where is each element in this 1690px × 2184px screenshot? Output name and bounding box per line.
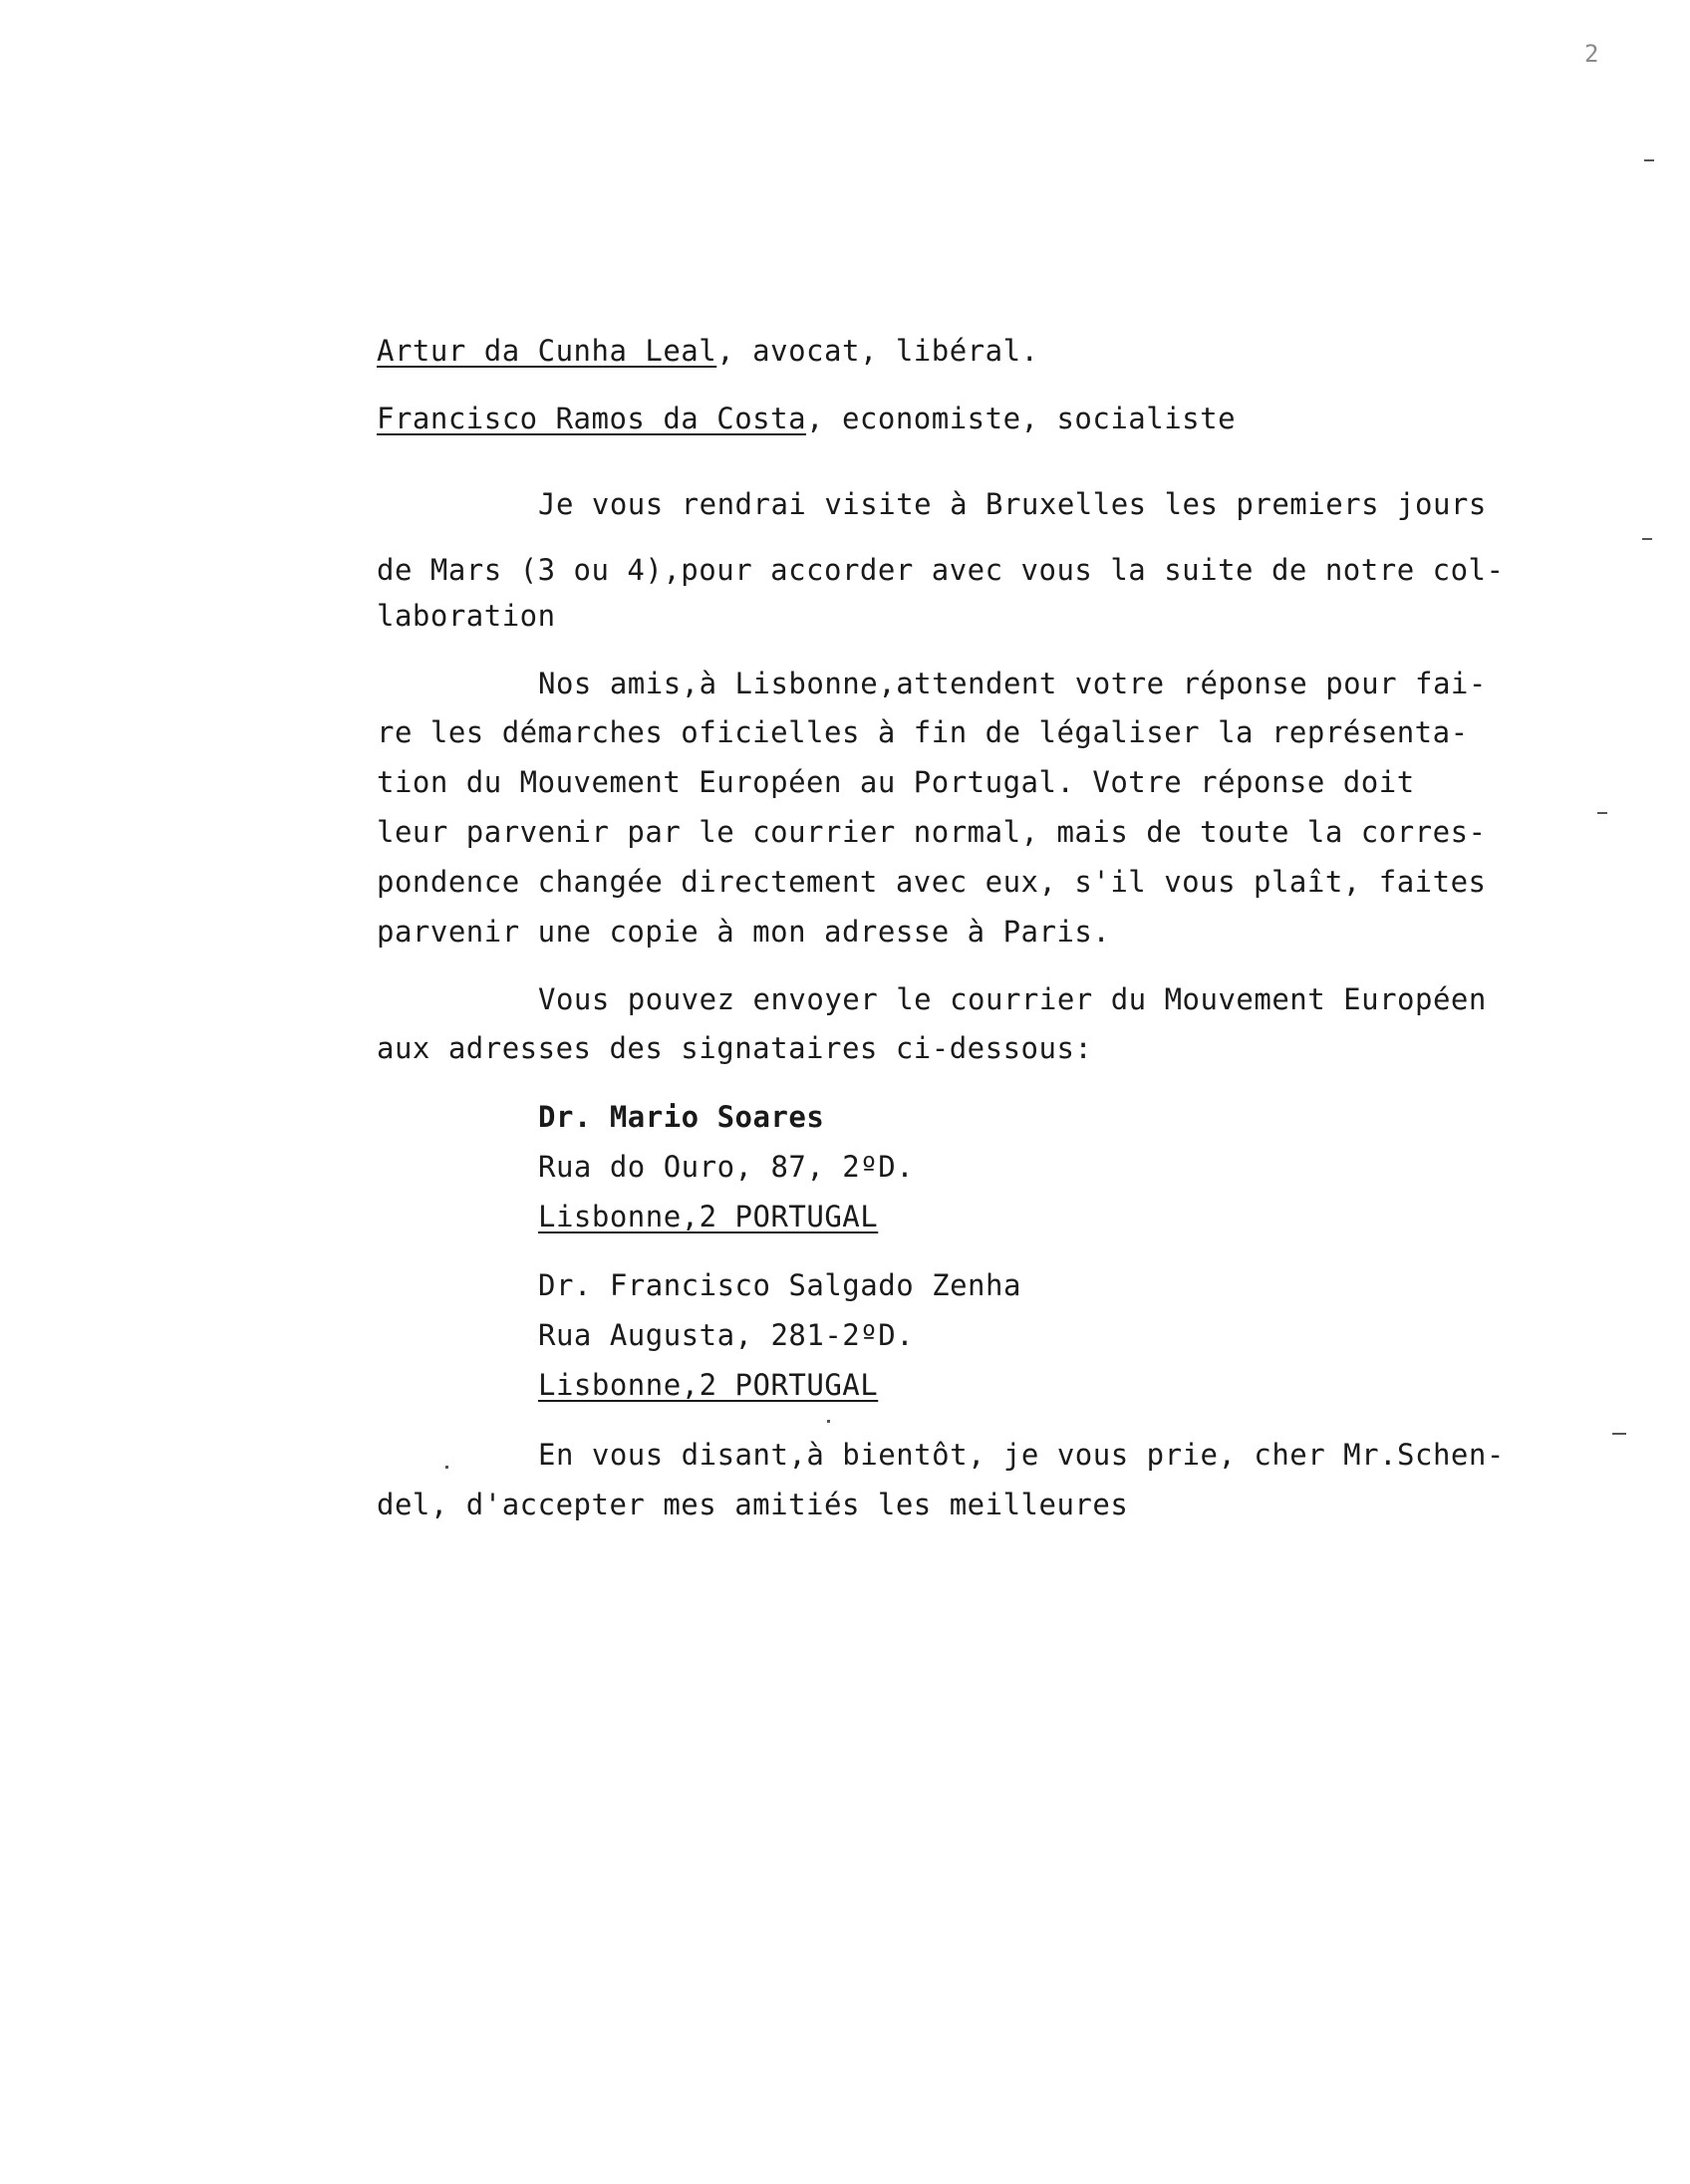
paragraph-line: Je vous rendrai visite à Bruxelles les premiers jours — [538, 487, 1487, 521]
scan-speck — [445, 1466, 448, 1469]
representative-line: Artur da Cunha Leal, avocat, libéral. — [377, 334, 1039, 368]
paragraph-line: Nos amis,à Lisbonne,attendent votre réponse pour fai- — [538, 667, 1487, 700]
representative-description: economiste, socialiste — [841, 402, 1237, 435]
paragraph-line: pondence changée directement avec eux, s'il vous plaît, faites — [377, 865, 1487, 899]
address-name: Dr. Mario Soares — [538, 1100, 825, 1134]
representative-name: Francisco Ramos da Costa — [377, 402, 807, 435]
paragraph-line: aux adresses des signataires ci-dessous: — [377, 1031, 1093, 1065]
address-city: Lisbonne,2 PORTUGAL — [538, 1368, 879, 1402]
address-name: Dr. Francisco Salgado Zenha — [538, 1268, 1021, 1302]
scan-speck — [1644, 159, 1654, 161]
scan-speck — [1597, 812, 1607, 814]
representative-name: Artur da Cunha Leal — [377, 334, 717, 368]
scan-speck — [1612, 1433, 1626, 1435]
address-city: Lisbonne,2 PORTUGAL — [538, 1200, 879, 1233]
paragraph-line: parvenir une copie à mon adresse à Paris. — [377, 915, 1111, 949]
scan-speck — [1642, 538, 1652, 540]
closing-line: En vous disant,à bientôt, je vous prie, cher Mr.Schen- — [538, 1438, 1505, 1472]
scan-speck — [827, 1420, 830, 1423]
address-street: Rua Augusta, 281-2ºD. — [538, 1318, 915, 1352]
representative-description: avocat, libéral. — [752, 334, 1039, 368]
paragraph-line: leur parvenir par le courrier normal, mais de toute la corres- — [377, 815, 1487, 849]
paragraph-line: de Mars (3 ou 4),pour accorder avec vous la suite de notre col- — [377, 553, 1505, 587]
page-number: 2 — [1584, 40, 1599, 68]
address-street: Rua do Ouro, 87, 2ºD. — [538, 1150, 915, 1184]
closing-line: del, d'accepter mes amitiés les meilleures — [377, 1488, 1129, 1521]
paragraph-line: laboration — [377, 599, 556, 633]
paragraph-line: re les démarches oficielles à fin de légaliser la représenta- — [377, 715, 1469, 749]
paragraph-line: Vous pouvez envoyer le courrier du Mouvement Européen — [538, 982, 1487, 1016]
paragraph-line: tion du Mouvement Européen au Portugal. Votre réponse doit — [377, 765, 1415, 799]
representative-line: Francisco Ramos da Costa, economiste, socialiste — [377, 402, 1237, 435]
